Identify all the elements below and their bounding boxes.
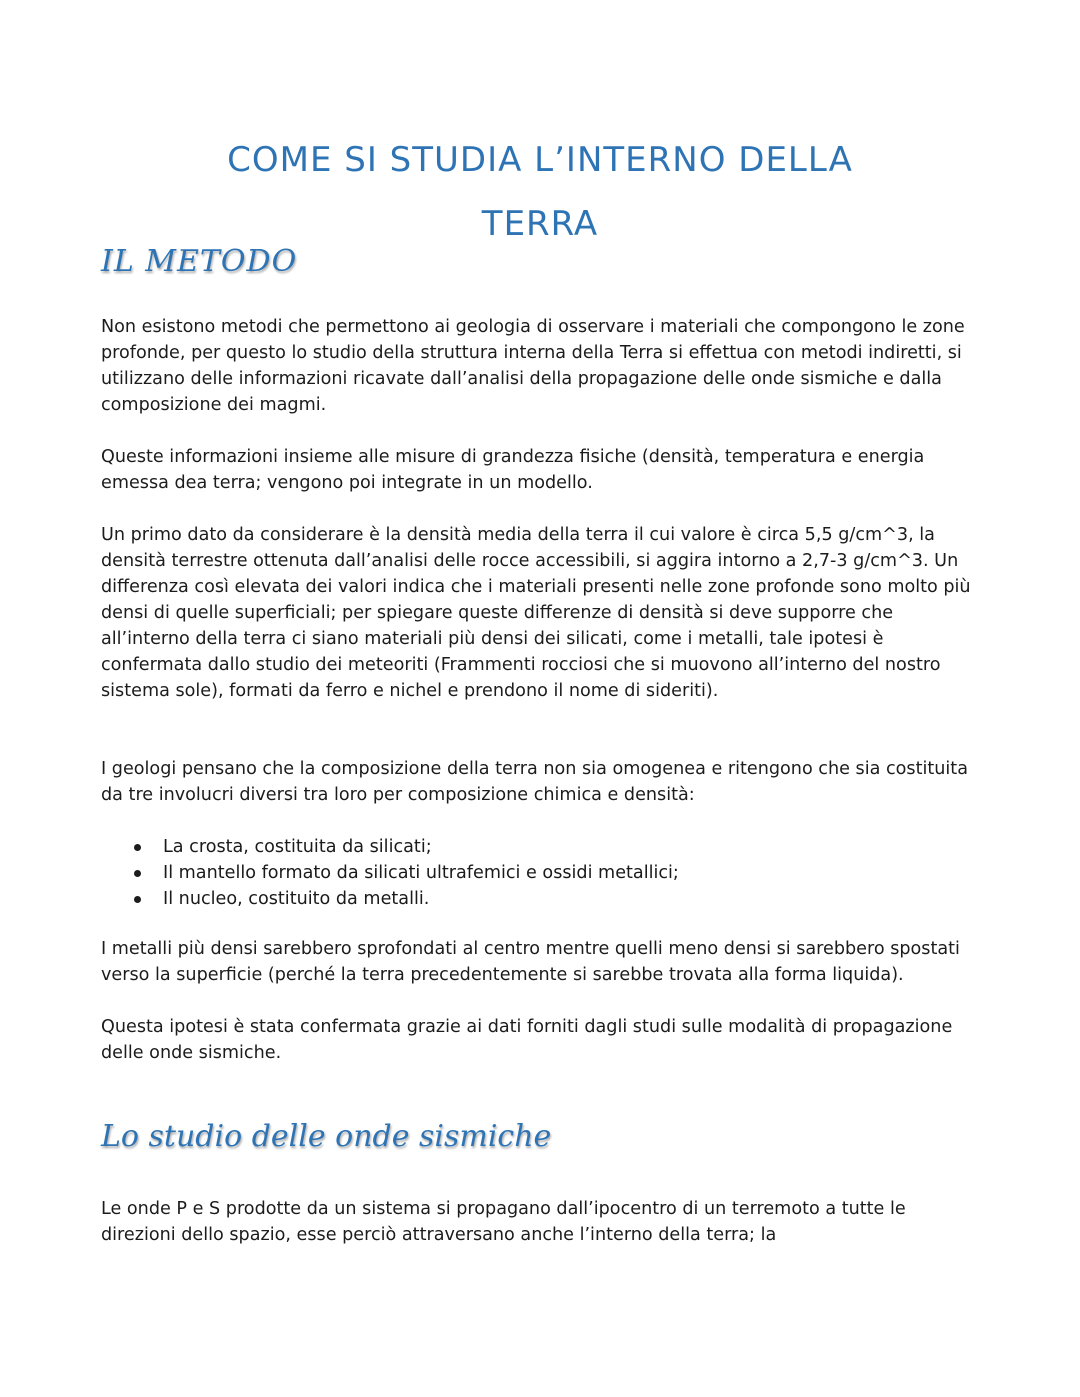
paragraph-5: I metalli più densi sarebbero sprofondati al centro mentre quelli meno densi si sarebbero spostati verso la superficie (perché la terra precedentemente si sarebbe trovata alla forma liquida). xyxy=(101,939,960,985)
document-title xyxy=(100,128,980,256)
composition-list xyxy=(101,834,981,912)
paragraph-3: Un primo dato da considerare è la densità media della terra il cui valore è circa 5,5 g/cm^3, la densità terrestre ottenuta dall’analisi delle rocce accessibili, si aggira intorno a 2,7-3 g/cm^3. Un differenza così elevata dei valori indica che i materiali presenti nelle zone profonde sono molto più densi di quelle superficiali; per spiegare queste differenze di densità si deve supporre che all’interno della terra ci siano materiali più densi dei silicati, come i metalli, tale ipotesi è confermata dallo studio dei meteoriti (Frammenti rocciosi che si muovono all’interno del nostro sistema sole), formati da ferro e nichel e prendono il nome di sideriti). xyxy=(101,525,971,701)
bullet-dot-icon xyxy=(134,896,141,903)
list-item xyxy=(101,834,981,860)
list-item xyxy=(101,860,981,886)
list-item xyxy=(101,886,981,912)
list-item-text: Il nucleo, costituito da metalli. xyxy=(163,889,430,909)
title-line-2: TERRA xyxy=(481,204,599,244)
section-heading-onde-sismiche: Lo studio delle onde sismiche xyxy=(101,1119,552,1154)
list-item-text: La crosta, costituita da silicati; xyxy=(163,837,432,857)
paragraph-6: Questa ipotesi è stata confermata grazie ai dati forniti dagli studi sulle modalità di propagazione delle onde sismiche. xyxy=(101,1017,953,1063)
bullet-dot-icon xyxy=(134,870,141,877)
paragraph-7: Le onde P e S prodotte da un sistema si propagano dall’ipocentro di un terremoto a tutte le direzioni dello spazio, esse perciò attraversano anche l’interno della terra; la xyxy=(101,1199,906,1245)
section-heading-metodo: IL METODO xyxy=(101,244,298,279)
paragraph-2: Queste informazioni insieme alle misure di grandezza fisiche (densità, temperatura e energia emessa dea terra; vengono poi integrate in un modello. xyxy=(101,447,925,493)
paragraph-1: Non esistono metodi che permettono ai geologia di osservare i materiali che compongono le zone profonde, per questo lo studio della struttura interna della Terra si effettua con metodi indiretti, si utilizzano delle informazioni ricavate dall’analisi della propagazione delle onde sismiche e dalla composizione dei magmi. xyxy=(101,317,965,415)
bullet-dot-icon xyxy=(134,844,141,851)
paragraph-4: I geologi pensano che la composizione della terra non sia omogenea e ritengono che sia costituita da tre involucri diversi tra loro per composizione chimica e densità: xyxy=(101,759,968,805)
title-line-1: COME SI STUDIA L’INTERNO DELLA xyxy=(227,140,853,180)
list-item-text: Il mantello formato da silicati ultrafemici e ossidi metallici; xyxy=(163,863,679,883)
